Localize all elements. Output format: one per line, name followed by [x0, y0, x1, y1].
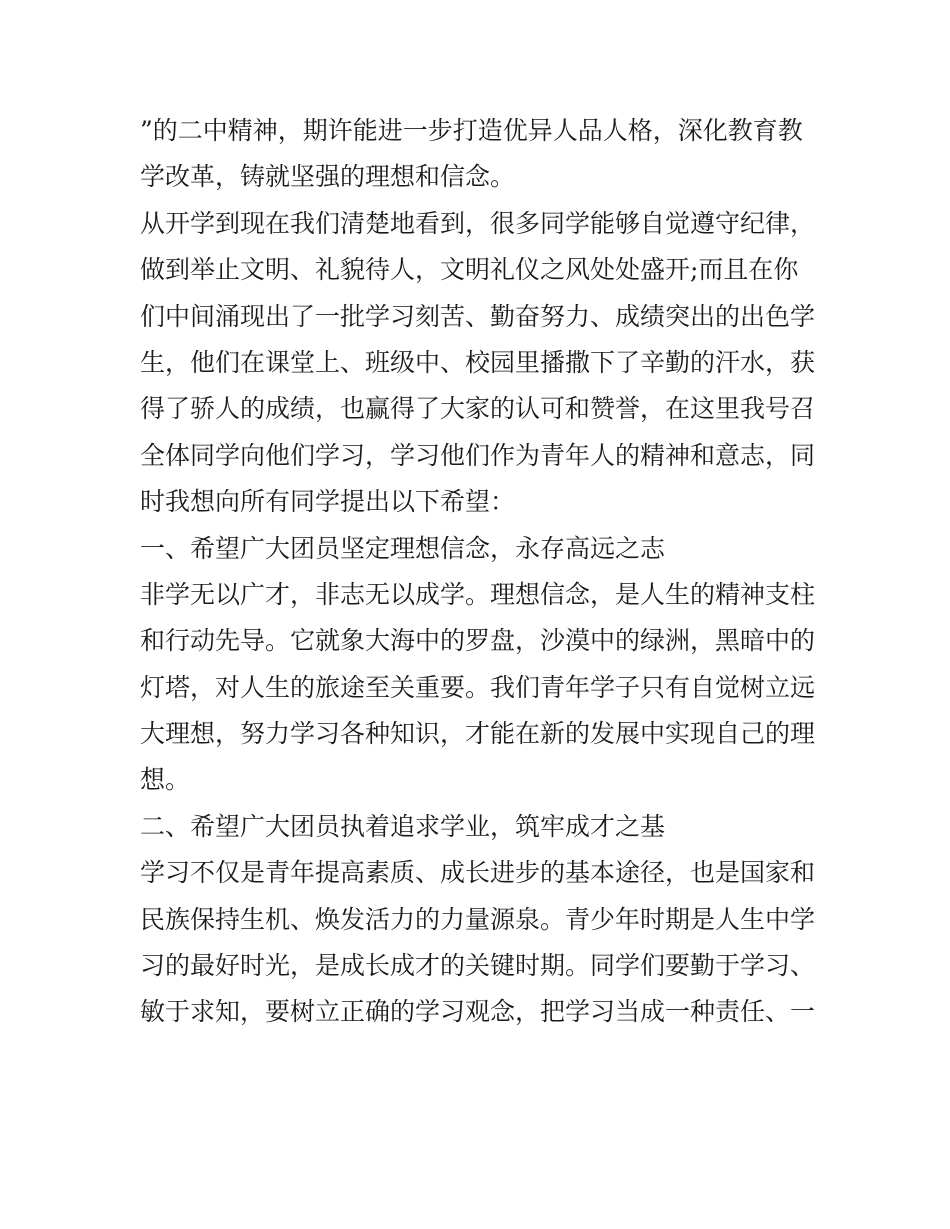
text-line: 灯塔，对人生的旅途至关重要。我们青年学子只有自觉树立远: [140, 672, 816, 702]
text-line: 和行动先导。它就象大海中的罗盘，沙漠中的绿洲，黑暗中的: [140, 626, 816, 656]
section-heading-2: 二、希望广大团员执着追求学业，筑牢成才之基: [140, 811, 666, 841]
text-line: 敏于求知，要树立正确的学习观念，把学习当成一种责任、一: [140, 997, 816, 1027]
text-line: 全体同学向他们学习，学习他们作为青年人的精神和意志，同: [140, 440, 816, 470]
text-line: 从开学到现在我们清楚地看到，很多同学能够自觉遵守纪律，: [140, 208, 816, 238]
text-line: 时我想向所有同学提出以下希望：: [140, 487, 516, 517]
body-text: [140, 108, 820, 1036]
text-line: 得了骄人的成绩，也赢得了大家的认可和赞誉，在这里我号召: [140, 394, 816, 424]
text-line: 想。: [140, 765, 191, 795]
text-line: 学习不仅是青年提高素质、成长进步的基本途径，也是国家和: [140, 858, 816, 888]
text-line: ”的二中精神，期许能进一步打造优异人品人格，深化教育教: [140, 116, 803, 145]
text-line: 非学无以广才，非志无以成学。理想信念，是人生的精神支柱: [140, 579, 816, 609]
text-line: 习的最好时光，是成长成才的关键时期。同学们要勤于学习、: [140, 951, 816, 981]
text-line: 们中间涌现出了一批学习刻苦、勤奋努力、成绩突出的出色学: [140, 301, 816, 331]
text-line: 民族保持生机、焕发活力的力量源泉。青少年时期是人生中学: [140, 904, 816, 934]
text-line: 学改革，铸就坚强的理想和信念。: [140, 162, 516, 192]
text-line: 做到举止文明、礼貌待人，文明礼仪之风处处盛开;而且在你: [140, 255, 799, 285]
text-line: 生，他们在课堂上、班级中、校园里播撒下了辛勤的汗水，获: [140, 347, 816, 377]
section-heading-1: 一、希望广大团员坚定理想信念，永存高远之志: [140, 533, 666, 563]
text-line: 大理想，努力学习各种知识，才能在新的发展中实现自己的理: [140, 719, 816, 749]
